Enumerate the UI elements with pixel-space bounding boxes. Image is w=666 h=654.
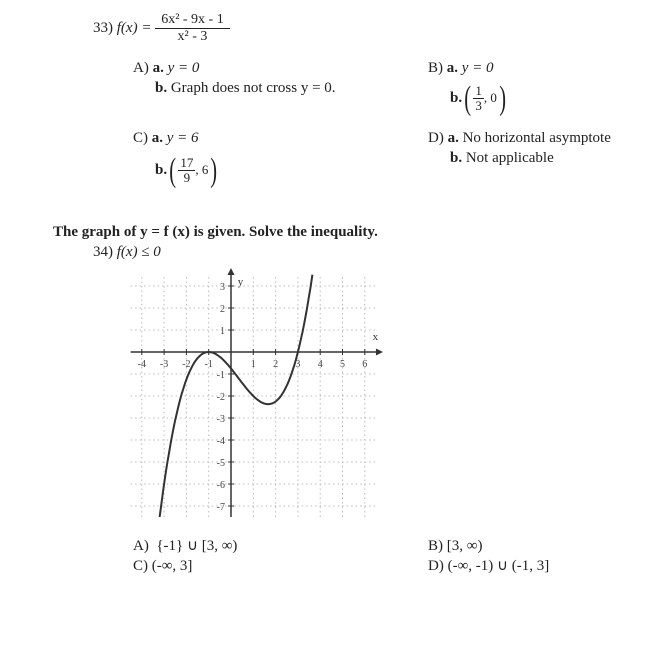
x-tick-label: 6 <box>362 359 368 370</box>
part-b-label: b. <box>155 162 168 178</box>
x-tick-label: 3 <box>295 359 301 370</box>
q34-option-d[interactable] <box>428 557 549 575</box>
x-tick-label: -3 <box>159 359 169 370</box>
part-a-label: a. <box>446 60 458 76</box>
y-tick-label: 3 <box>220 282 225 293</box>
q33-lhs: f(x) = <box>116 19 152 36</box>
y-axis-label: y <box>237 275 244 288</box>
numerator: 1 <box>475 83 482 99</box>
option-letter: D) <box>428 558 444 574</box>
part-a-text: No horizontal asymptote <box>462 130 611 146</box>
part-a-text: y = 0 <box>167 60 200 76</box>
part-a-label: a. <box>151 130 163 146</box>
option-text: [3, ∞) <box>446 538 483 554</box>
q33-denominator: x² - 3 <box>177 29 208 44</box>
q34-option-a[interactable] <box>133 537 237 555</box>
part-b-label: b. <box>450 90 463 106</box>
option-text: (-∞, 3] <box>151 558 193 574</box>
part-b-text: Not applicable <box>465 150 554 166</box>
y-tick-label: -2 <box>216 392 225 403</box>
option-letter: D) <box>428 130 444 146</box>
y-tick-label: -7 <box>216 502 225 513</box>
denominator: 3 <box>475 98 482 114</box>
part-a-text: y = 6 <box>166 130 199 146</box>
q34-option-b[interactable] <box>428 537 482 555</box>
y-axis-arrow-icon <box>228 268 235 275</box>
option-letter: C) <box>133 558 148 574</box>
option-letter: A) <box>133 538 149 554</box>
y-tick-label: -3 <box>216 414 225 425</box>
q34-option-c[interactable] <box>133 557 192 575</box>
x-tick-label: -4 <box>137 359 146 370</box>
y-tick-label: -1 <box>216 370 225 381</box>
option-letter: B) <box>428 538 443 554</box>
part-a-label: a. <box>152 60 164 76</box>
part-a-text: y = 0 <box>461 60 494 76</box>
y-tick-label: 1 <box>220 326 225 337</box>
x-axis-arrow-icon <box>376 349 383 356</box>
q34-number: 34) <box>93 244 113 260</box>
y-tick-label: 2 <box>220 304 225 315</box>
part-b-label: b. <box>155 80 168 96</box>
x-tick-label: 2 <box>273 359 279 370</box>
option-letter: A) <box>133 60 149 76</box>
option-text: (-∞, -1) ∪ (-1, 3] <box>447 558 550 574</box>
x-axis-label: x <box>372 330 379 343</box>
point-rest: , 6 <box>195 162 209 177</box>
x-tick-label: 1 <box>250 359 256 370</box>
q33-number: 33) <box>93 19 113 36</box>
part-b-text: Graph does not cross y = 0. <box>170 80 336 96</box>
option-letter: C) <box>133 130 148 146</box>
right-paren: ) <box>210 151 218 189</box>
x-tick-label: -1 <box>204 359 213 370</box>
x-tick-label: 4 <box>317 359 323 370</box>
left-paren: ( <box>464 79 472 117</box>
q34-prompt: f(x) ≤ 0 <box>116 244 161 260</box>
q33-numerator: 6x² - 9x - 1 <box>155 12 230 29</box>
y-tick-label: -5 <box>216 458 225 469</box>
x-tick-label: -2 <box>182 359 191 370</box>
part-a-label: a. <box>447 130 459 146</box>
q34-instruction: The graph of y = f (x) is given. Solve the inequality. <box>53 224 378 240</box>
part-b-label: b. <box>450 150 463 166</box>
y-tick-label: -4 <box>216 436 225 447</box>
left-paren: ( <box>169 151 177 189</box>
x-tick-label: 5 <box>340 359 345 370</box>
option-letter: B) <box>428 60 443 76</box>
y-tick-label: -6 <box>216 480 225 491</box>
point-rest: , 0 <box>483 90 497 105</box>
numerator: 17 <box>180 155 194 171</box>
denominator: 9 <box>183 170 191 186</box>
right-paren: ) <box>499 79 506 117</box>
option-text: {-1} ∪ [3, ∞) <box>156 538 238 554</box>
